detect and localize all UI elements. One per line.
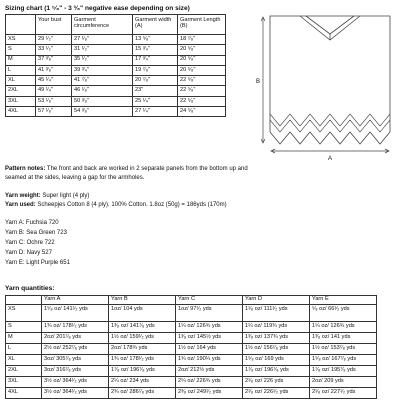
value-cell: 20 ⁵⁄₈" xyxy=(178,45,226,55)
value-cell: 33 ¹⁄₂" xyxy=(36,45,72,55)
header-cell: Garment circumference xyxy=(72,15,133,35)
garment-outline xyxy=(270,16,390,144)
value-cell: 1¼ oz/ 119¾ yds xyxy=(243,321,310,332)
value-cell: 1⁷⁄₈ oz/ 195⁷⁄₈ yds xyxy=(310,365,377,376)
value-cell: 39 ³⁄₄" xyxy=(72,65,133,75)
value-cell: 50 ³⁄₈" xyxy=(72,96,133,106)
value-cell: 3oz/ 305⁷⁄₈ yds xyxy=(42,354,109,365)
value-cell: 2oz/ 201⁷⁄₈ yds xyxy=(42,332,109,343)
value-cell: 1³⁄₈ oz/ 145½ yds xyxy=(176,332,243,343)
yarn-weight-label: Yarn weight: xyxy=(5,193,41,199)
yarn-weight xyxy=(5,193,89,199)
value-cell: 3oz/ 316⁷⁄₈ yds xyxy=(42,365,109,376)
value-cell: 15 ³⁄₄" xyxy=(133,45,178,55)
yarn-e: Yarn E: Light Purple 651 xyxy=(5,260,70,266)
value-cell: 45 ¹⁄₄" xyxy=(36,76,72,86)
value-cell: 1¹⁄₈ oz/ 111¹⁄₂ yds xyxy=(243,304,310,321)
value-cell: 18 ⁷⁄₈" xyxy=(178,35,226,45)
header-row xyxy=(6,296,377,305)
value-cell: 37 ³⁄₈" xyxy=(36,55,72,65)
stripe-lines xyxy=(270,114,390,132)
yarn-weight-value: Super light (4 ply) xyxy=(40,193,90,199)
value-cell: 2½ oz/ 252⁷⁄₈ yds xyxy=(42,343,109,354)
value-cell: 29 ¹⁄₂" xyxy=(36,35,72,45)
size-cell: M xyxy=(6,332,42,343)
value-cell: 1⁷⁄₈ oz/ 196⁷⁄₈ yds xyxy=(109,365,176,376)
sizing-chart-title: Sizing chart (1 ⁵⁄₈" - 3 ³⁄₈" negative ease depending on size) xyxy=(5,5,190,12)
value-cell: 2oz/ 178¾ yds xyxy=(109,343,176,354)
table-row xyxy=(6,304,377,321)
value-cell: 23" xyxy=(133,86,178,96)
value-cell: 1½ oz/ 153⁷⁄₈ yds xyxy=(310,343,377,354)
pattern-notes-line1 xyxy=(5,166,248,172)
size-cell: M xyxy=(6,55,36,65)
yarn-d: Yarn D: Navy 527 xyxy=(5,250,52,256)
size-cell: S xyxy=(6,321,42,332)
table-row xyxy=(6,332,377,343)
value-cell: 2¹⁄₈ oz/ 226 yds xyxy=(243,376,310,387)
value-cell: 41 ⁷⁄₈" xyxy=(72,76,133,86)
header-cell: Yarn E xyxy=(310,296,377,305)
header-cell: Yarn D xyxy=(243,296,310,305)
value-cell: 1oz/ 97¹⁄₂ yds xyxy=(176,304,243,321)
value-cell: 27 ¹⁄₄" xyxy=(133,107,178,117)
value-cell: 31 ¹⁄₂" xyxy=(72,45,133,55)
value-cell: 2oz/ 212½ yds xyxy=(176,365,243,376)
size-cell: 2XL xyxy=(6,86,36,96)
value-cell: 20 ⁵⁄₈" xyxy=(178,55,226,65)
table-row xyxy=(6,107,226,117)
value-cell: 2¼ oz/ 234 yds xyxy=(109,376,176,387)
value-cell: 1½ oz/ 164 yds xyxy=(176,343,243,354)
table-row xyxy=(6,376,377,387)
value-cell: 22 ⁵⁄₈" xyxy=(178,76,226,86)
size-cell: XL xyxy=(6,76,36,86)
yarn-quantities-table xyxy=(5,295,377,399)
value-cell: 19 ⁷⁄₈" xyxy=(133,65,178,75)
header-cell: Garment Length (B) xyxy=(178,15,226,35)
table-row xyxy=(6,321,377,332)
value-cell: 3½ oz/ 364¹⁄₂ yds xyxy=(42,376,109,387)
value-cell: 53 ¹⁄₈" xyxy=(36,96,72,106)
header-cell xyxy=(6,296,42,305)
value-cell: 1⁵⁄₈ oz/ 167⁷⁄₈ yds xyxy=(310,354,377,365)
value-cell: 1³⁄₈ oz/ 141 yds xyxy=(310,332,377,343)
value-cell: 1⁷⁄₈ oz/ 196⁷⁄₈ yds xyxy=(243,365,310,376)
value-cell: 2¹⁄₈ oz/ 226¹⁄₂ yds xyxy=(243,387,310,398)
size-cell: XL xyxy=(6,354,42,365)
size-cell: L xyxy=(6,343,42,354)
label-a: A xyxy=(328,156,333,162)
table-row xyxy=(6,96,226,106)
header-row xyxy=(6,15,226,35)
label-b: B xyxy=(256,79,261,85)
pattern-notes-line2: seamed at the sides, leaving a gap for the armholes. xyxy=(5,175,145,181)
value-cell: 57 ¹⁄₈" xyxy=(36,107,72,117)
table-row xyxy=(6,387,377,398)
value-cell: 54 ³⁄₈" xyxy=(72,107,133,117)
size-cell: L xyxy=(6,65,36,75)
size-cell: XS xyxy=(6,304,42,321)
table-row xyxy=(6,76,226,86)
table-row xyxy=(6,365,377,376)
header-cell xyxy=(6,15,36,35)
size-cell: 3XL xyxy=(6,96,36,106)
table-row xyxy=(6,45,226,55)
value-cell: 1oz/ 104 yds xyxy=(109,304,176,321)
table-row xyxy=(6,35,226,45)
value-cell: 22 ⁵⁄₈" xyxy=(178,96,226,106)
value-cell: 1½ oz/ 156⁷⁄₈ yds xyxy=(243,343,310,354)
value-cell: 41 ³⁄₈" xyxy=(36,65,72,75)
size-cell: 4XL xyxy=(6,387,42,398)
size-cell: 3XL xyxy=(6,376,42,387)
value-cell: 25 ¹⁄₄" xyxy=(133,96,178,106)
header-cell: Garment width (A) xyxy=(133,15,178,35)
yarn-b: Yarn B: Sea Green 723 xyxy=(5,230,67,236)
value-cell: 1⁵⁄₈ oz/ 169 yds xyxy=(243,354,310,365)
table-row xyxy=(6,354,377,365)
height-arrow-b xyxy=(261,17,265,143)
value-cell: 20 ⁷⁄₈" xyxy=(133,76,178,86)
value-cell: 1½ oz/ 159¹⁄₂ yds xyxy=(109,332,176,343)
value-cell: 1³⁄₈ oz/ 141⁷⁄₈ yds xyxy=(109,321,176,332)
yarn-used-label: Yarn used: xyxy=(5,202,36,208)
yarn-quantities-title: Yarn quantities: xyxy=(5,285,55,292)
value-cell: 1⁵⁄₈ oz/ 141¹⁄₂ yds xyxy=(42,304,109,321)
value-cell: ⁵⁄₈ oz/ 66¹⁄₂ yds xyxy=(310,304,377,321)
pattern-notes-label: Pattern notes: xyxy=(5,166,46,172)
value-cell: 1³⁄₈ oz/ 137¾ yds xyxy=(243,332,310,343)
garment-diagram xyxy=(256,14,396,164)
value-cell: 24 ⁵⁄₈" xyxy=(178,107,226,117)
size-cell: 2XL xyxy=(6,365,42,376)
value-cell: 3½ oz/ 364¹⁄₂ yds xyxy=(42,387,109,398)
value-cell: 1¾ oz/ 178¹⁄₂ yds xyxy=(42,321,109,332)
value-cell: 1¼ oz/ 126¾ yds xyxy=(310,321,377,332)
yarn-c: Yarn C: Ochre 722 xyxy=(5,240,55,246)
value-cell: 49 ¹⁄₄" xyxy=(36,86,72,96)
header-cell: Your bust xyxy=(36,15,72,35)
value-cell: 1¾ oz/ 178¹⁄₂ yds xyxy=(109,354,176,365)
value-cell: 35 ¹⁄₂" xyxy=(72,55,133,65)
value-cell: 1¾ oz/ 190¼ yds xyxy=(176,354,243,365)
table-row xyxy=(6,65,226,75)
value-cell: 2³⁄₈ oz/ 249¹⁄₂ yds xyxy=(176,387,243,398)
table-row xyxy=(6,343,377,354)
value-cell: 13 ⁵⁄₈" xyxy=(133,35,178,45)
value-cell: 20 ⁵⁄₈" xyxy=(178,65,226,75)
size-cell: S xyxy=(6,45,36,55)
sizing-table xyxy=(5,14,226,117)
value-cell: 2¾ oz/ 286⁷⁄₈ yds xyxy=(109,387,176,398)
header-cell: Yarn A xyxy=(42,296,109,305)
yarn-used xyxy=(5,202,227,208)
value-cell: 1¼ oz/ 126¾ yds xyxy=(176,321,243,332)
pattern-notes-text: The front and back are worked in 2 separate panels from the bottom up and xyxy=(45,166,248,172)
header-cell: Yarn C xyxy=(176,296,243,305)
size-cell: 4XL xyxy=(6,107,36,117)
width-arrow-a xyxy=(271,149,389,153)
yarn-a: Yarn A: Fuchsia 720 xyxy=(5,220,59,226)
table-row xyxy=(6,55,226,65)
value-cell: 2¹⁄₈ oz/ 227¹⁄₂ yds xyxy=(310,387,377,398)
value-cell: 27 ¹⁄₈" xyxy=(72,35,133,45)
value-cell: 17 ³⁄₄" xyxy=(133,55,178,65)
yarn-used-value: Scheepjes Cotton 8 (4 ply). 100% Cotton. 1.8oz (50g) = 186yds (170m) xyxy=(35,202,227,208)
value-cell: 46 ¹⁄₈" xyxy=(72,86,133,96)
value-cell: 2oz/ 209 yds xyxy=(310,376,377,387)
size-cell: XS xyxy=(6,35,36,45)
table-row xyxy=(6,86,226,96)
value-cell: 2¼ oz/ 226¾ yds xyxy=(176,376,243,387)
header-cell: Yarn B xyxy=(109,296,176,305)
value-cell: 22 ⁵⁄₈" xyxy=(178,86,226,96)
